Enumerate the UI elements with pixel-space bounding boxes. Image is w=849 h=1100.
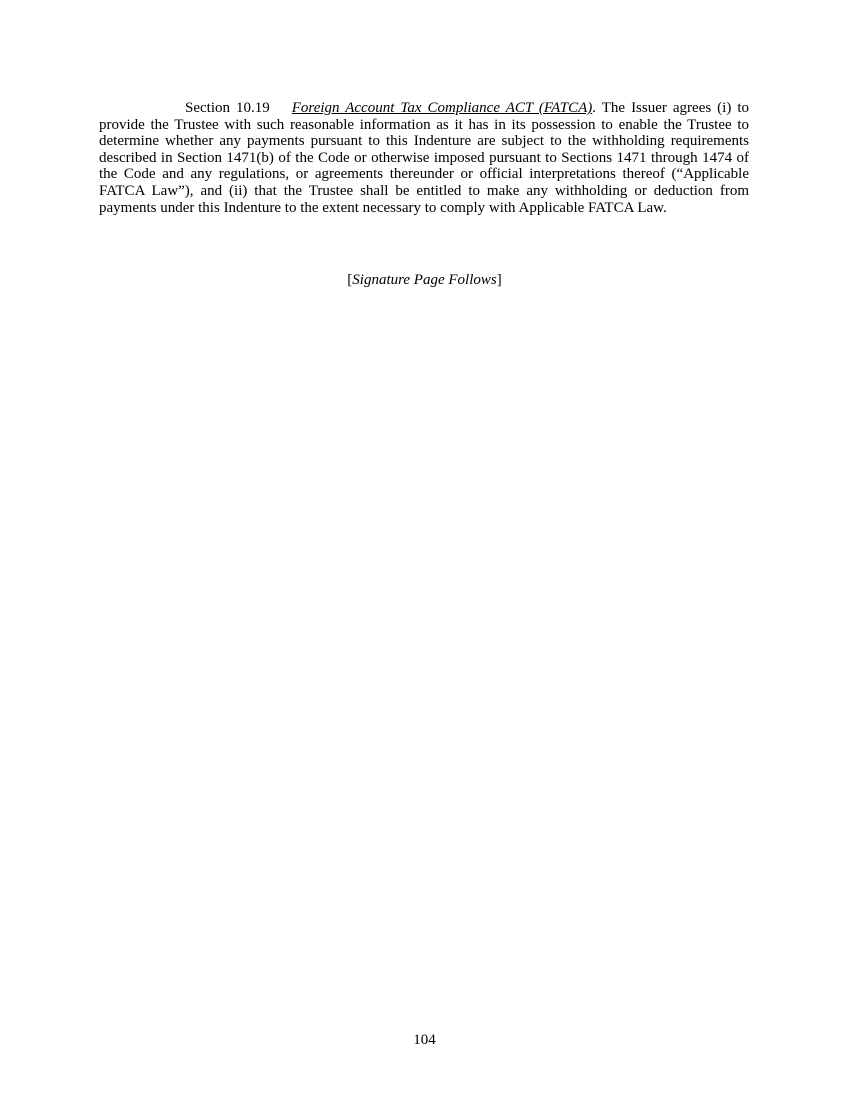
page-number: 104 (413, 1032, 436, 1048)
section-10-19-paragraph (99, 100, 749, 216)
signature-note-text: Signature Page Follows (352, 272, 497, 288)
section-body-text: The Issuer agrees (i) to provide the Trustee with such reasonable information as it has in its possession to enable the Trustee to determine whether any payments pursuant to this Indenture are subject to the withholding requirements described in Section 1471(b) of the Code or otherwise imposed pursuant to Sections 1471 through 1474 of the Code and any regulations, or agreements thereunder or official interpretations thereof (“Applicable FATCA Law”), and (ii) that the Trustee shall be entitled to make any withholding or deduction from payments under this Indenture to the extent necessary to comply with Applicable FATCA Law. (99, 100, 749, 216)
signature-note-open-bracket: [ (347, 272, 353, 288)
section-number: Section 10.19 (185, 100, 270, 116)
signature-note-close-bracket: ] (496, 272, 502, 288)
section-heading: Foreign Account Tax Compliance ACT (FATCA) (291, 100, 593, 116)
section-heading-period: . (592, 100, 597, 116)
signature-page-note (0, 272, 849, 289)
